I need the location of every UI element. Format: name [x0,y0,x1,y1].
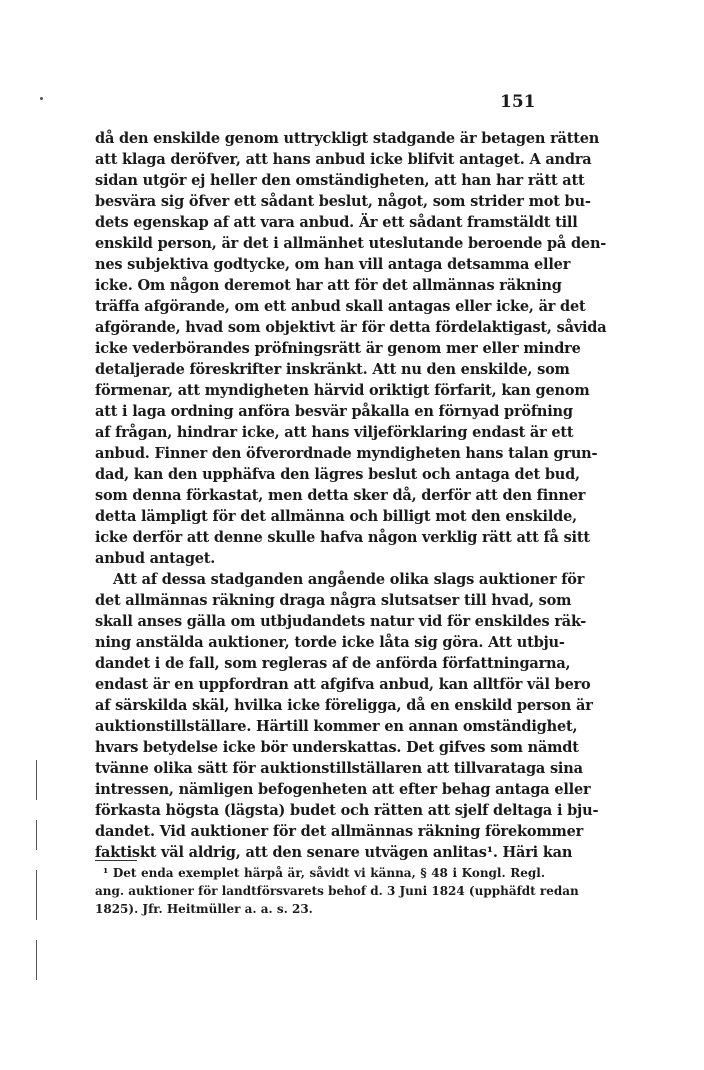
text-line: dets egenskap af att vara anbud. Är ett sådant framstäldt till [95,214,578,231]
text-line: att i laga ordning anföra besvär påkalla en förnyad pröfning [95,403,573,420]
text-line: icke. Om någon deremot har att för det allmännas räkning [95,277,562,294]
text-line: hvars betydelse icke bör underskattas. Det gifves som nämdt [95,739,579,756]
page-number: 151 [500,92,536,112]
text-line: endast är en uppfordran att afgifva anbud, kan alltför väl bero [95,676,591,693]
text-line: faktiskt väl aldrig, att den senare utvägen anlitas¹. Häri kan [95,844,573,861]
text-line: ning anstälda auktioner, torde icke låta sig göra. Att utbju- [95,634,565,651]
scan-margin-line [36,940,37,980]
scan-margin-line [36,760,37,800]
text-line: af särskilda skäl, hvilka icke föreligga, då en enskild person är [95,697,593,714]
scan-margin-line [36,820,37,850]
text-line: anbud. Finner den öfverordnade myndigheten hans talan grun- [95,445,598,462]
footnote-line: 1825). Jfr. Heitmüller a. a. s. 23. [95,902,313,916]
text-line: enskild person, är det i allmänhet uteslutande beroende på den- [95,235,607,252]
text-line: icke vederbörandes pröfningsrätt är genom mer eller mindre [95,340,581,357]
text-line: anbud antaget. [95,550,216,567]
text-line: dad, kan den upphäfva den lägres beslut och antaga det bud, [95,466,580,483]
text-line: Att af dessa stadganden angående olika slags auktioner för [113,571,585,588]
text-line: förkasta högsta (lägsta) budet och rätten att sjelf deltaga i bju- [95,802,599,819]
text-line: intressen, nämligen befogenheten att efter behag antaga eller [95,781,591,798]
text-line: som denna förkastat, men detta sker då, derför att den finner [95,487,586,504]
text-line: besvära sig öfver ett sådant beslut, något, som strider mot bu- [95,193,591,210]
text-line: detaljerade föreskrifter inskränkt. Att nu den enskilde, som [95,361,570,378]
text-line: icke derför att denne skulle hafva någon verklig rätt att få sitt [95,529,590,546]
text-line: afgörande, hvad som objektivt är för detta fördelaktigast, såvida [95,319,607,336]
text-line: skall anses gälla om utbjudandets natur vid för enskildes räk- [95,613,587,630]
text-line: af frågan, hindrar icke, att hans viljeförklaring endast är ett [95,424,574,441]
text-line: att klaga deröfver, att hans anbud icke blifvit antaget. A andra [95,151,592,168]
text-line: det allmännas räkning draga några slutsatser till hvad, som [95,592,572,609]
text-line: auktionstillställare. Härtill kommer en annan omständighet, [95,718,578,735]
text-line: förmenar, att myndigheten härvid oriktigt förfarit, kan genom [95,382,590,399]
text-line: dandet. Vid auktioner för det allmännas räkning förekommer [95,823,584,840]
text-line: detta lämpligt för det allmänna och billigt mot den enskilde, [95,508,577,525]
footnotes [95,864,579,918]
text-line: nes subjektiva godtycke, om han vill antaga detsamma eller [95,256,571,273]
text-line: då den enskilde genom uttryckligt stadgande är betagen rätten [95,130,600,147]
text-line: träffa afgörande, om ett anbud skall antagas eller icke, är det [95,298,586,315]
scan-speck [40,97,43,100]
scan-margin-line [36,870,37,920]
text-line: tvänne olika sätt för auktionstillställaren att tillvarataga sina [95,760,583,777]
footnote-rule [95,860,137,861]
footnote-line: ¹ Det enda exemplet härpå är, såvidt vi känna, § 48 i Kongl. Regl. [103,866,545,880]
footnote-line: ang. auktioner för landtförsvarets behof d. 3 Juni 1824 (upphäfdt redan [95,884,579,898]
text-line: sidan utgör ej heller den omständigheten, att han har rätt att [95,172,585,189]
text-line: dandet i de fall, som regleras af de anförda författningarna, [95,655,571,672]
body-text [95,128,607,863]
